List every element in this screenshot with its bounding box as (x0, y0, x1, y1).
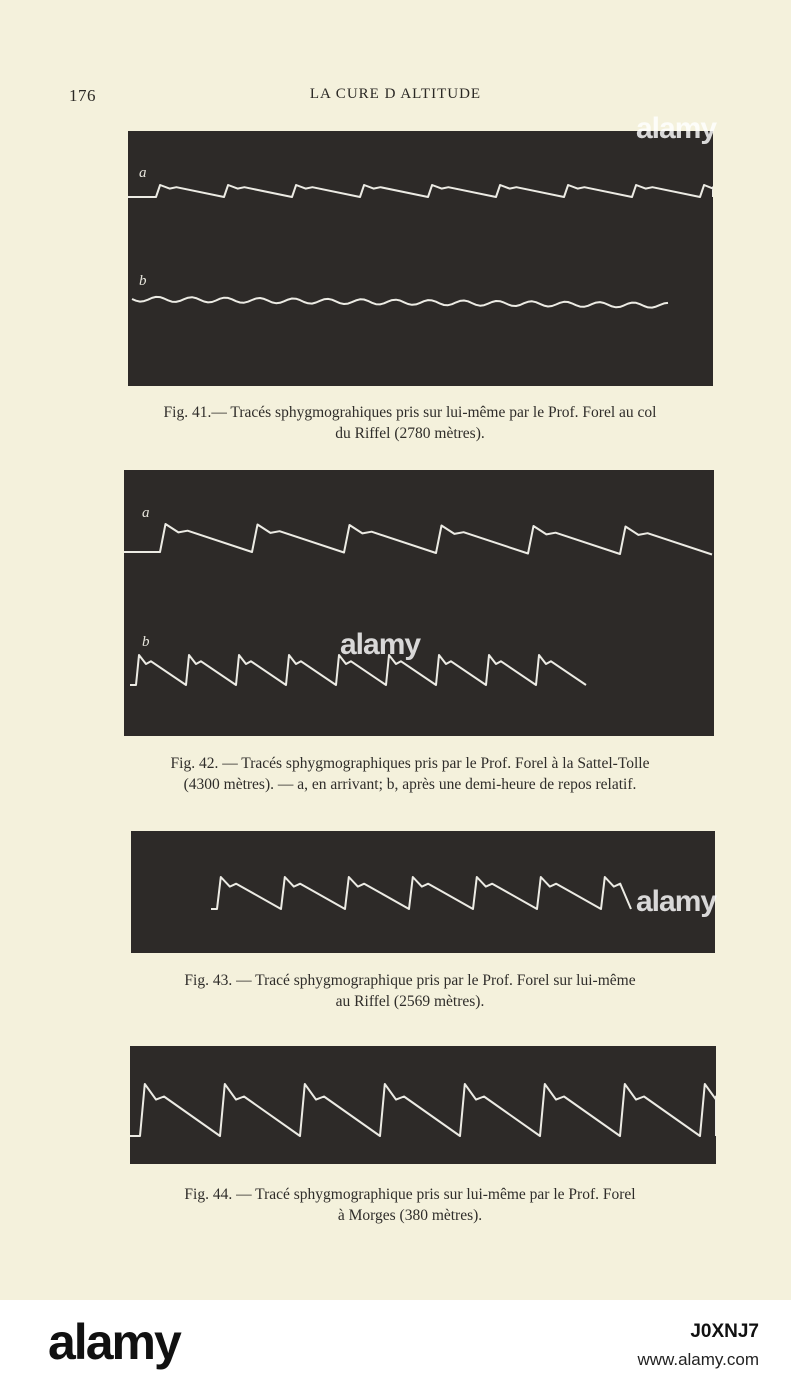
figure-42-caption-line-2: (4300 mètres). — a, en arrivant; b, après une demi-heure de repos relatif. (183, 776, 637, 793)
stock-site-url: www.alamy.com (637, 1350, 759, 1369)
figure-42-traces (124, 470, 714, 736)
figure-42-trace-a (124, 524, 712, 555)
figure-41-label-a: a (139, 165, 147, 181)
figure-42-caption-line-1: Fig. 42. — Tracés sphygmographiques pris par le Prof. Forel à la Sattel-Tolle (170, 755, 650, 772)
figure-42-label-a: a (142, 505, 150, 521)
running-title: LA CURE D ALTITUDE (309, 86, 482, 102)
figure-43-caption-line-2: au Riffel (2569 mètres). (335, 993, 485, 1010)
alamy-logo: alamy (48, 1314, 180, 1370)
page-number: 176 (69, 86, 96, 105)
figure-42-plate (124, 470, 714, 736)
figure-44-trace (130, 1084, 716, 1136)
figure-41-caption-line-2: du Riffel (2780 mètres). (335, 425, 485, 442)
figure-43-plate (131, 831, 715, 953)
watermark-right: alamy (636, 885, 717, 918)
figure-44-traces (130, 1046, 716, 1164)
figure-41-caption (60, 402, 760, 444)
watermark-top: alamy (636, 112, 717, 145)
figure-41-trace-a (128, 185, 713, 197)
figure-44-caption-line-2: à Morges (380 mètres). (337, 1207, 483, 1224)
figure-43-trace (211, 877, 631, 909)
figure-44-caption (60, 1184, 760, 1226)
figure-41-plate (128, 131, 713, 386)
figure-43-caption-line-1: Fig. 43. — Tracé sphygmographique pris par le Prof. Forel sur lui-même (184, 972, 636, 989)
figure-41-trace-b (132, 297, 668, 308)
figure-43-caption (60, 970, 760, 1012)
figure-42-caption (60, 753, 760, 795)
figure-44-plate (130, 1046, 716, 1164)
figure-42-label-b: b (142, 634, 150, 650)
figure-41-traces (128, 131, 713, 386)
figure-44-caption-line-1: Fig. 44. — Tracé sphygmographique pris sur lui-même par le Prof. Forel (184, 1186, 636, 1203)
figure-43-traces (131, 831, 715, 953)
figure-41-label-b: b (139, 273, 147, 289)
stock-image-id: J0XNJ7 (690, 1321, 759, 1342)
figure-41-caption-line-1: Fig. 41.— Tracés sphygmograhiques pris sur lui-même par le Prof. Forel au col (163, 404, 657, 421)
watermark-center: alamy (340, 628, 421, 661)
